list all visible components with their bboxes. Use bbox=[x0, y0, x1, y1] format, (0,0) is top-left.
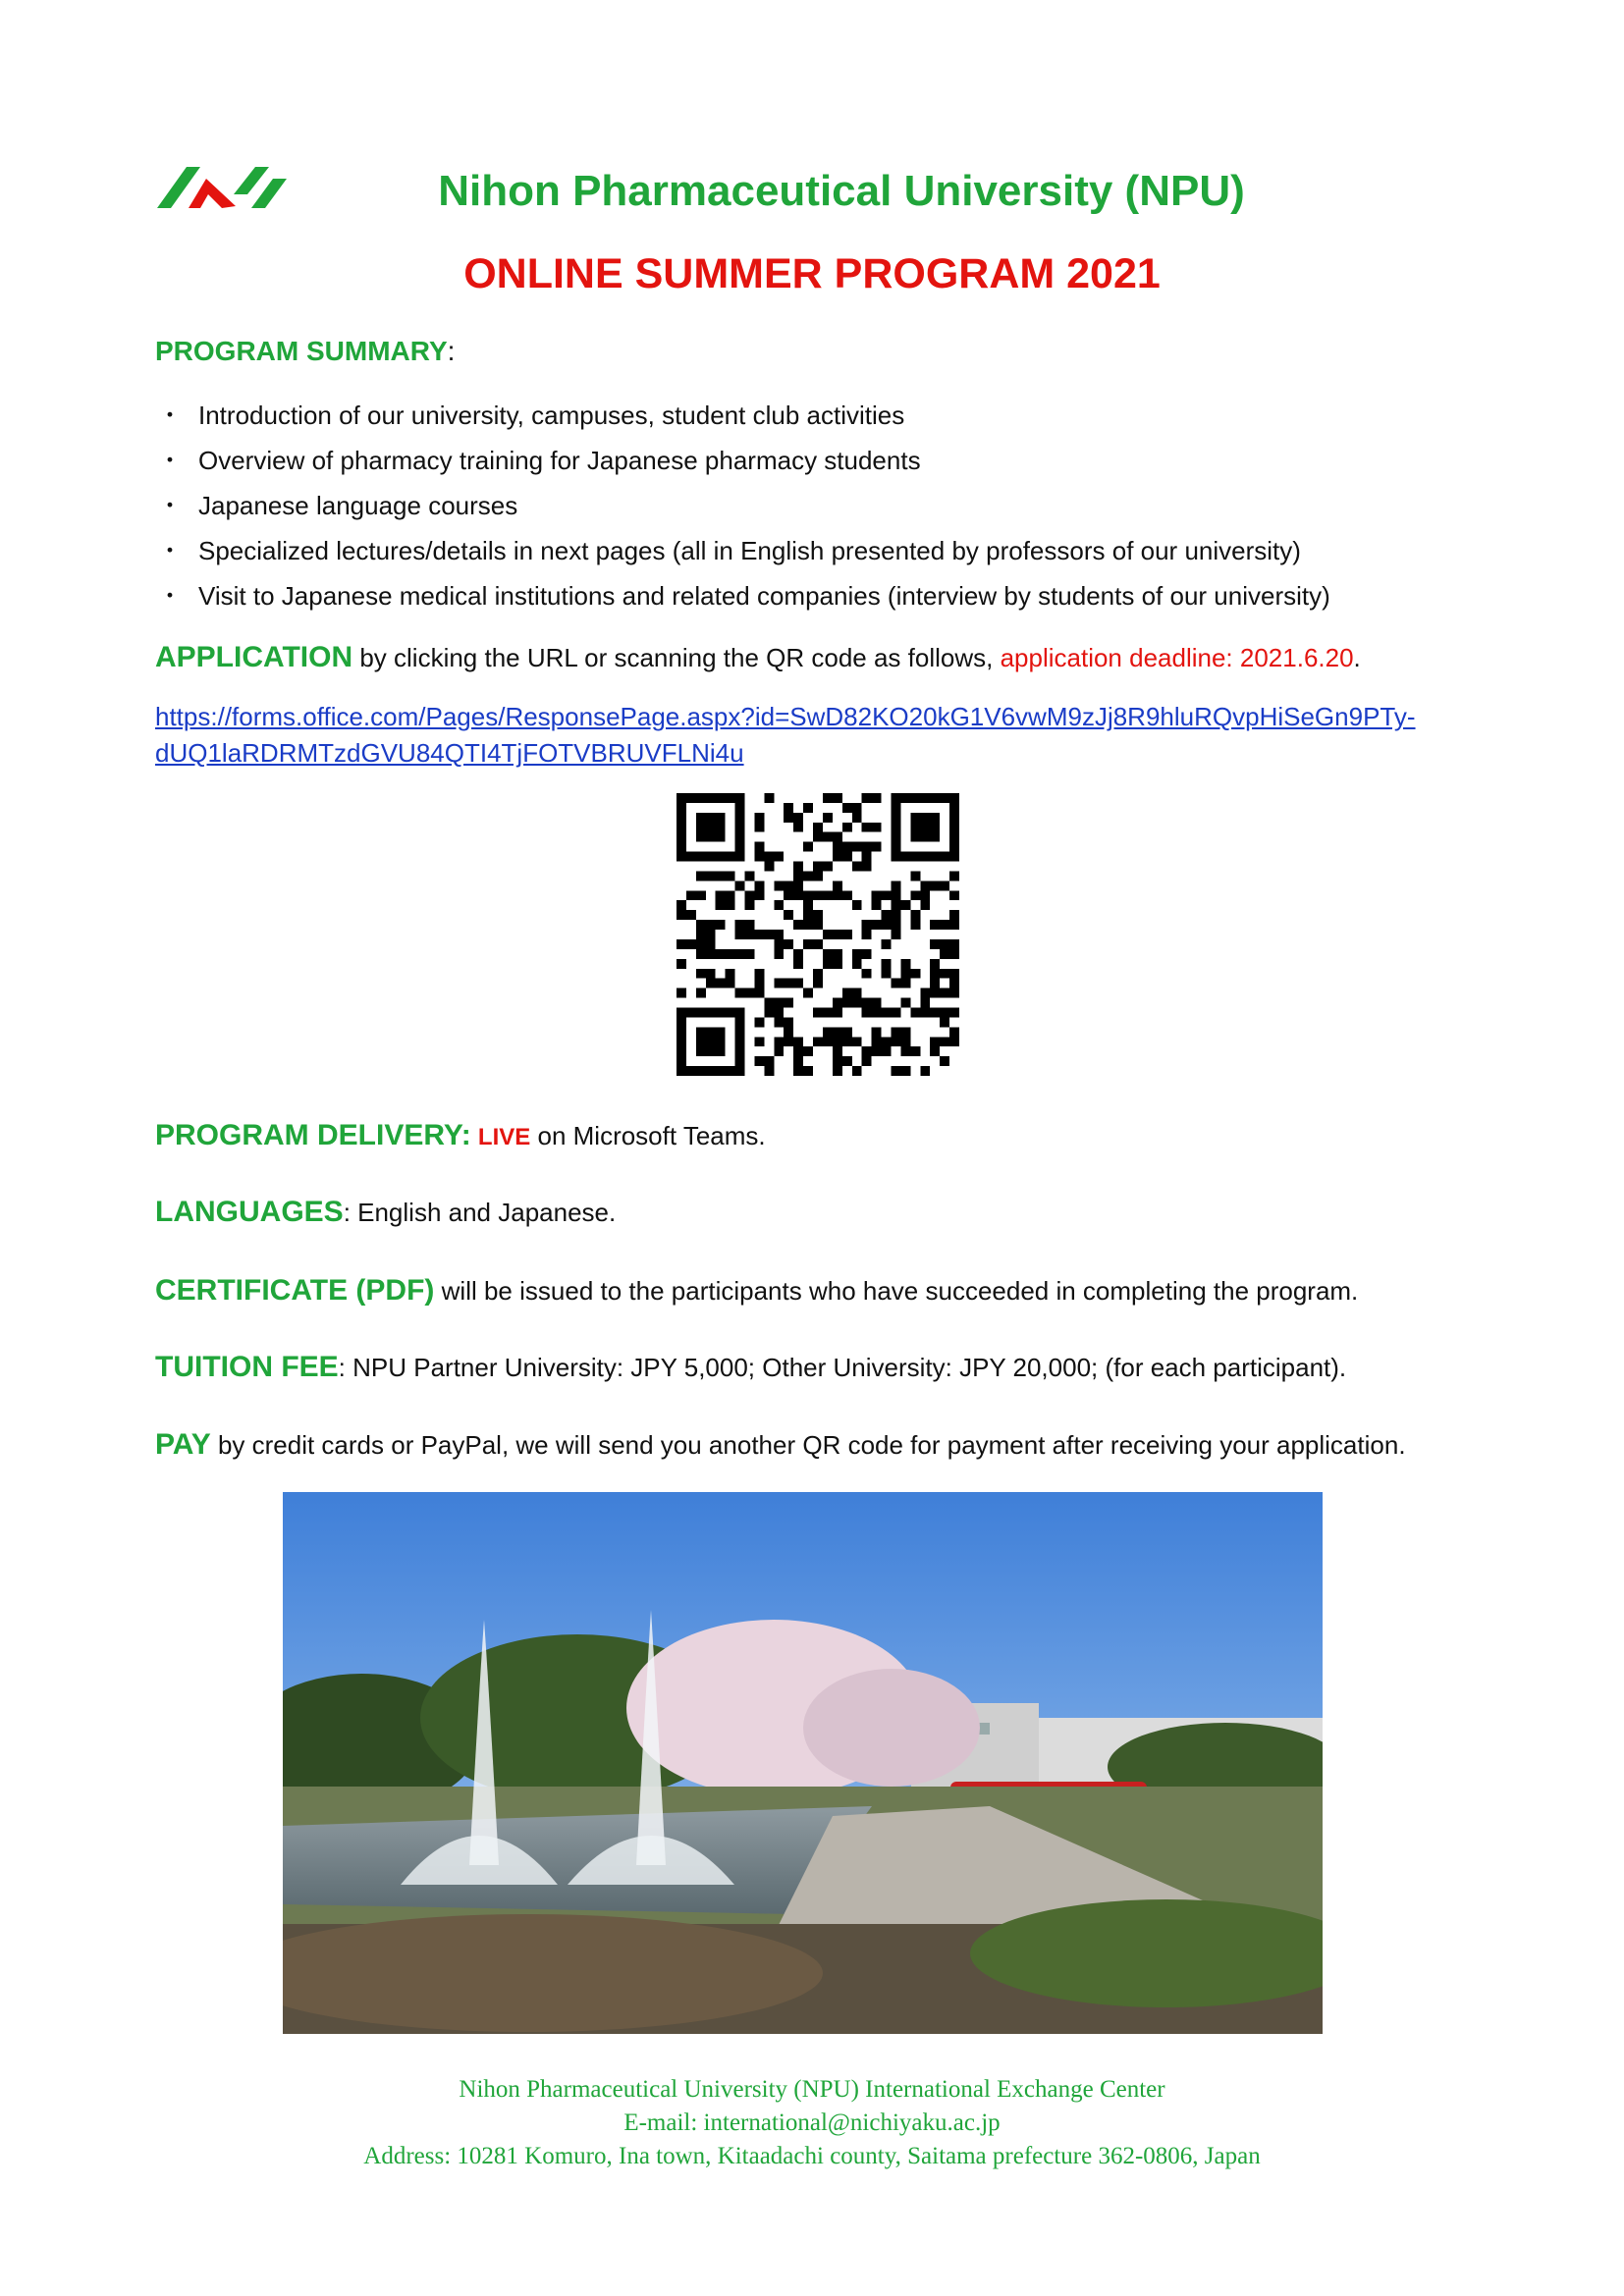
summary-heading-suffix: : bbox=[447, 336, 456, 366]
campus-photo bbox=[283, 1492, 1323, 2034]
footer-email: E-mail: international@nichiyaku.ac.jp bbox=[623, 2109, 1001, 2136]
summary-heading: PROGRAM SUMMARY bbox=[155, 336, 448, 366]
university-title: Nihon Pharmaceutical University (NPU) bbox=[438, 167, 1245, 215]
summary-item-text: Specialized lectures/details in next pages (all in English presented by professors of our university) bbox=[198, 536, 1301, 565]
footer bbox=[0, 2073, 1624, 2173]
summary-item-text: Japanese language courses bbox=[198, 491, 518, 520]
live-badge: LIVE bbox=[477, 1124, 531, 1150]
qr-code-icon[interactable] bbox=[676, 793, 960, 1076]
summary-item-text: Visit to Japanese medical institutions and related companies (interview by students of our university) bbox=[198, 581, 1330, 611]
bullet-icon: ・ bbox=[157, 536, 184, 565]
application-url-line1[interactable]: https://forms.office.com/Pages/ResponsePage.aspx?id=SwD82KO20kG1V6vwM9zJj8R9hluRQvpHiSeGn9PTy- bbox=[155, 702, 1416, 731]
summary-item-text: Introduction of our university, campuses, student club activities bbox=[198, 400, 905, 430]
application-deadline: application deadline: 2021.6.20 bbox=[1000, 643, 1354, 672]
bullet-icon: ・ bbox=[157, 491, 184, 520]
tuition-line bbox=[155, 1348, 1526, 1386]
list-item bbox=[157, 438, 1330, 483]
application-url-link[interactable] bbox=[155, 699, 1416, 772]
footer-center-name: Nihon Pharmaceutical University (NPU) International Exchange Center bbox=[459, 2076, 1165, 2103]
program-title: ONLINE SUMMER PROGRAM 2021 bbox=[463, 250, 1161, 297]
certificate-heading: CERTIFICATE (PDF) bbox=[155, 1274, 435, 1307]
summary-heading-line bbox=[155, 334, 1526, 369]
pay-line bbox=[155, 1425, 1526, 1464]
application-url-line2[interactable]: dUQ1laRDRMTzdGVU84QTI4TjFOTVBRUVFLNi4u bbox=[155, 738, 744, 768]
languages-line bbox=[155, 1193, 1526, 1231]
delivery-line bbox=[155, 1116, 1526, 1154]
list-item bbox=[157, 483, 1330, 528]
application-text: by clicking the URL or scanning the QR code as follows, bbox=[352, 643, 1001, 672]
list-item bbox=[157, 393, 1330, 438]
bullet-icon: ・ bbox=[157, 446, 184, 475]
application-period: . bbox=[1353, 643, 1361, 672]
delivery-text: on Microsoft Teams. bbox=[530, 1121, 766, 1150]
certificate-text: will be issued to the participants who have succeeded in completing the program. bbox=[434, 1276, 1359, 1306]
tuition-text: : NPU Partner University: JPY 5,000; Other University: JPY 20,000; (for each participant). bbox=[338, 1353, 1347, 1382]
list-item bbox=[157, 528, 1330, 573]
summary-item-text: Overview of pharmacy training for Japanese pharmacy students bbox=[198, 446, 921, 475]
certificate-line bbox=[155, 1271, 1526, 1309]
languages-heading: LANGUAGES bbox=[155, 1196, 344, 1228]
tuition-heading: TUITION FEE bbox=[155, 1351, 339, 1383]
delivery-heading: PROGRAM DELIVERY: bbox=[155, 1119, 471, 1151]
bullet-icon: ・ bbox=[157, 400, 184, 430]
footer-address: Address: 10281 Komuro, Ina town, Kitaadachi county, Saitama prefecture 362-0806, Japan bbox=[363, 2143, 1261, 2169]
application-line bbox=[155, 638, 1526, 676]
summary-list bbox=[157, 393, 1330, 618]
pay-heading: PAY bbox=[155, 1428, 211, 1461]
languages-text: : English and Japanese. bbox=[343, 1198, 617, 1227]
list-item bbox=[157, 573, 1330, 618]
pay-text: by credit cards or PayPal, we will send you another QR code for payment after receiving your application. bbox=[210, 1430, 1406, 1460]
bullet-icon: ・ bbox=[157, 581, 184, 611]
application-heading: APPLICATION bbox=[155, 641, 353, 673]
